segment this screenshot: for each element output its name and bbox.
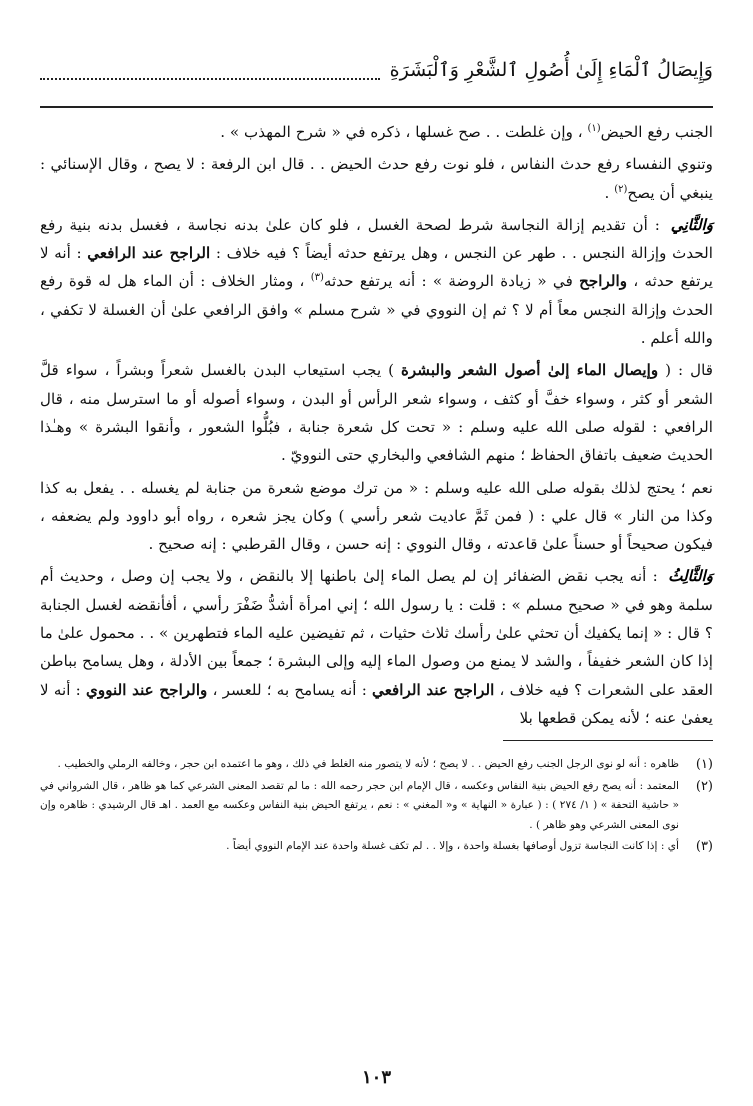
footnote-ref-1[interactable]: (١) bbox=[587, 122, 601, 134]
paragraph-2: وتنوي النفساء رفع حدث النفاس ، فلو نوت رفع حدث الحيض . . قال ابن الرفعة : لا يصح ، وقال الإسنائي : ينبغي أن يصح$^{(٢)}$ . bbox=[40, 155, 713, 202]
footnote-number: (٢) bbox=[695, 778, 713, 794]
footnote-ref-3[interactable]: (٣) bbox=[310, 272, 324, 284]
paragraph-1: الجنب رفع الحيض$^{(١)}$ ، وإن غلطت . . صح غسلها ، ذكره في « شرح المهذب » . bbox=[220, 122, 713, 141]
header-dotted-leader bbox=[40, 64, 380, 80]
running-header bbox=[40, 48, 713, 92]
paragraph-6: وَالثَّالِثُ : أنه يجب نقض الضفائر إن لم يصل الماء إلىٰ باطنها إلا بالنقض ، ولا يجب إن وصل ، وحديث أم سلمة وهو في « صحيح مسلم » : قلت : يا رسول الله ؛ إني امرأة أشدُّ ضَفْرَ رأسي ، أفأنقضه لغسل الجنابة ؟ قال : « إنما يكفيك أن تحثي علىٰ رأسك ثلاث حثيات ، ثم تفيضين عليه الماء فتطهرين » . . محمول علىٰ ما إذا كان الشعر خفيفاً ، والشد لا يمنع من وصول الماء إليه وإلى البشرة ؛ جمعاً بين الأدلة ، وهل يسامح بباطن العقد على الشعرات ؟ فيه خلاف ، الراجح عند الرافعي : أنه يسامح به ؛ للعسر ، والراجح عند النووي : أنه لا يعفىٰ عنه ؛ لأنه يمكن قطعها بلا bbox=[40, 567, 714, 727]
matn-quote: وإيصال الماء إلىٰ أصول الشعر والبشرة bbox=[400, 361, 659, 380]
footnote-1 bbox=[40, 755, 713, 775]
section-marker-second: وَالثَّانِي bbox=[670, 215, 713, 234]
paragraph-5: نعم ؛ يحتج لذلك بقوله صلى الله عليه وسلم : « من ترك موضع شعرة من جنابة لم يغسله . . يفعل به كذا وكذا من النار » قال علي : ( فمن ثَمَّ عاديت شعر رأسي ) وكان يجز شعره ، رواه أبو داوود ولم يضعفه ، فيكون صحيحاً أو حسناً علىٰ قاعدته ، وقال النووي : إنه حسن ، وقال القرطبي : إنه صحيح . bbox=[40, 478, 713, 554]
footnote-ref-2[interactable]: (٢) bbox=[614, 183, 628, 195]
footnote-number: (١) bbox=[695, 757, 713, 773]
footnotes bbox=[40, 755, 713, 857]
footnote-number: (٣) bbox=[695, 839, 713, 855]
footnote-text: المعتمد : أنه يصح رفع الحيض بنية النفاس وعكسه ، قال الإمام ابن حجر رحمه الله : ما لم تقصد المعنى الشرعي كما هو ظاهر ، قال الشرواني في « حاشية التحفة » ( ١/ ٢٧٤ ) : ( عبارة « النهاية » و« المغني » : نعم ، يرتفع الحيض بنية النفاس وعكسه مع العمد . اهـ قال الرشيدي : ظاهره وإن نوى المعنى الشرعي وهو ظاهر ) . bbox=[40, 779, 680, 831]
header-rule bbox=[40, 106, 713, 108]
footnote-3 bbox=[40, 837, 713, 857]
running-title: وَإِيصَالُ ٱلْمَاءِ إِلَىٰ أُصُولِ ٱلشَّعْرِ وَٱلْبَشَرَةِ bbox=[389, 59, 713, 81]
footnote-rule bbox=[503, 740, 713, 741]
footnote-text: ظاهره : أنه لو نوى الرجل الجنب رفع الحيض . . لا يصح ؛ لأنه لا يتصور منه الغلط في ذلك ، وهو ما اعتمده ابن حجر ، وخالفه الرملي والخطيب . bbox=[57, 758, 679, 771]
footnote-text: أي : إذا كانت النجاسة تزول أوصافها بغسلة واحدة ، وإلا . . لم تكف غسلة واحدة عند الإمام النووي أيضاً . bbox=[226, 840, 679, 853]
main-text bbox=[40, 118, 713, 732]
book-page bbox=[40, 48, 713, 1088]
page-number: ١٠٣ bbox=[361, 1067, 391, 1088]
footnote-2 bbox=[40, 777, 713, 836]
paragraph-3: وَالثَّانِي : أن تقديم إزالة النجاسة شرط لصحة الغسل ، فلو كان علىٰ بدنه نجاسة ، فغسل بدنه بنية رفع الحدث وإزالة النجس . . طهر عن النجس ، وهل يرتفع حدثه أيضاً ؟ فيه خلاف : الراجح عند الرافعي : أنه لا يرتفع حدثه ، والراجح في « زيادة الروضة » : أنه يرتفع حدثه$^{(٣)}$ ، ومثار الخلاف : أن الماء هل له قوة رفع الحدث وإزالة النجس معاً أم لا ؟ ثم إن النووي في « شرح مسلم » وافق الرافعي علىٰ أن الغسلة لا تكفي ، والله أعلم . bbox=[40, 215, 714, 348]
paragraph-4: قال : ( وإيصال الماء إلىٰ أصول الشعر والبشرة ) يجب استيعاب البدن بالغسل شعراً وبشراً ، سواء قلَّ الشعر أو كثر ، وسواء خفَّ أو كثف ، وسواء شعر الرأس أو البدن ، وسواء أصوله أو ما استرسل منه ، قال الرافعي : لقوله صلى الله عليه وسلم : « تحت كل شعرة جنابة ، فبُلُّوا الشعور ، وأنقوا البشرة » وهـٰذا الحديث ضعيف باتفاق الحفاظ ؛ منهم الشافعي والبخاري حتى النوويّ . bbox=[40, 361, 713, 465]
section-marker-third: وَالثَّالِثُ bbox=[668, 567, 714, 586]
